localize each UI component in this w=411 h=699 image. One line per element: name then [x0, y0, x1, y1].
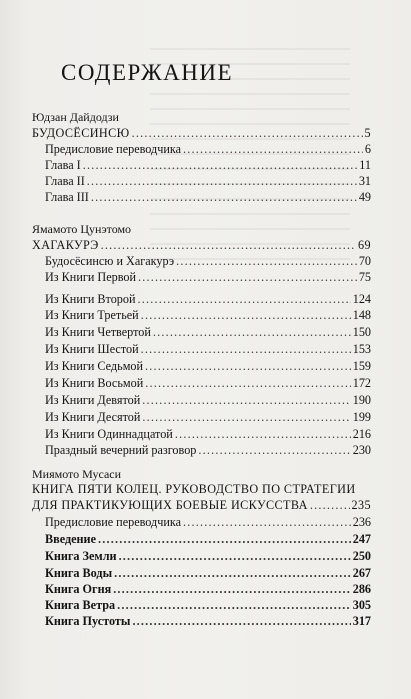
toc-entry[interactable] [45, 614, 371, 630]
toc-entry[interactable] [45, 532, 371, 548]
toc-entry-label: Из Книги Восьмой [45, 376, 144, 390]
leader-dots [142, 410, 350, 425]
leader-dots [117, 598, 351, 613]
leader-dots [142, 393, 350, 408]
toc-entry[interactable] [45, 598, 371, 614]
toc-entry[interactable] [45, 376, 371, 392]
leader-dots [132, 614, 350, 629]
toc-entry[interactable] [45, 308, 371, 324]
toc-entry[interactable] [45, 254, 371, 270]
toc-entry-hagakure[interactable] [32, 238, 371, 254]
toc-entry-label: Книга Пустоты [45, 614, 131, 628]
toc-entry[interactable] [45, 566, 371, 582]
toc-entry[interactable] [45, 142, 371, 158]
toc-entry[interactable] [45, 549, 371, 565]
toc-entry-page: 230 [352, 443, 371, 457]
toc-entry-label: Книга Огня [45, 582, 112, 596]
toc-entry-page: 247 [352, 532, 371, 546]
toc-entry-page: 216 [352, 427, 371, 441]
toc-entry-page: 190 [352, 393, 371, 407]
leader-dots [141, 308, 351, 323]
leader-dots [114, 566, 351, 581]
leader-dots [198, 443, 350, 458]
toc-entry-page: 305 [352, 598, 371, 612]
toc-entry[interactable] [45, 359, 371, 375]
toc-entry-label: Из Книги Седьмой [45, 359, 144, 373]
leader-dots [101, 238, 356, 253]
toc-entry-page: 236 [352, 515, 371, 529]
author-daidoji: Юдзан Дайдодзи [32, 110, 119, 124]
toc-entry[interactable] [45, 325, 371, 341]
toc-entry-page: 267 [352, 566, 371, 580]
leader-dots [138, 270, 357, 285]
toc-entry-label: Глава I [45, 158, 81, 172]
contents-title: СОДЕРЖАНИЕ [61, 60, 234, 85]
toc-entry-budoshoshinshu[interactable] [32, 126, 371, 142]
toc-entry-label: ХАГАКУРЭ [32, 238, 99, 252]
leader-dots [83, 158, 358, 173]
toc-entry-label: Из Книги Второй [45, 292, 136, 306]
toc-entry-page: 159 [352, 359, 371, 373]
toc-entry-label: Из Книги Первой [45, 270, 136, 284]
toc-entry[interactable] [45, 427, 371, 443]
toc-entry[interactable] [45, 158, 371, 174]
toc-entry[interactable] [45, 270, 371, 286]
toc-entry-page: 150 [352, 325, 371, 339]
leader-dots [145, 376, 350, 391]
toc-entry-label: Книга Ветра [45, 598, 116, 612]
toc-entry-gorin-no-sho-line1[interactable]: КНИГА ПЯТИ КОЛЕЦ. РУКОВОДСТВО ПО СТРАТЕГИИ [32, 482, 356, 496]
toc-entry-page: 49 [358, 190, 371, 204]
toc-entry[interactable] [45, 393, 371, 409]
leader-dots [87, 174, 357, 189]
toc-entry[interactable] [45, 410, 371, 426]
toc-entry[interactable] [45, 515, 371, 531]
leader-dots [119, 549, 351, 564]
toc-entry-page: 172 [352, 376, 371, 390]
leader-dots [183, 142, 363, 157]
leader-dots [141, 342, 351, 357]
toc-entry-page: 5 [364, 126, 371, 140]
leader-dots [183, 515, 351, 530]
toc-entry[interactable] [45, 582, 371, 598]
toc-entry-label: Книга Воды [45, 566, 113, 580]
toc-entry-label: Из Книги Шестой [45, 342, 139, 356]
toc-entry-label: Из Книги Третьей [45, 308, 139, 322]
toc-entry-page: 153 [352, 342, 371, 356]
toc-entry-label: Из Книги Девятой [45, 393, 141, 407]
toc-entry[interactable] [45, 342, 371, 358]
leader-dots [145, 359, 351, 374]
toc-entry-page: 69 [358, 238, 371, 252]
toc-entry-page: 124 [352, 292, 371, 306]
toc-entry[interactable] [45, 190, 371, 206]
leader-dots [153, 325, 351, 340]
leader-dots [175, 427, 351, 442]
toc-entry-page: 31 [358, 174, 371, 188]
toc-entry-label: Глава III [45, 190, 89, 204]
toc-entry-page: 250 [352, 549, 371, 563]
toc-entry-label: ДЛЯ ПРАКТИКУЮЩИХ БОЕВЫЕ ИСКУССТВА [32, 498, 308, 512]
toc-entry[interactable] [45, 174, 371, 190]
leader-dots [113, 582, 351, 597]
toc-entry-label: Предисловие переводчика [45, 142, 182, 156]
leader-dots [310, 498, 350, 513]
toc-entry-gorin-no-sho[interactable] [32, 498, 371, 514]
leader-dots [138, 292, 351, 307]
toc-entry-label: Из Книги Десятой [45, 410, 141, 424]
toc-entry-label: БУДОСЁСИНСЮ [32, 126, 130, 140]
toc-entry-label: Из Книги Четвертой [45, 325, 151, 339]
toc-entry-label: Предисловие переводчика [45, 515, 182, 529]
toc-entry[interactable] [45, 292, 371, 308]
toc-entry-page: 75 [358, 270, 371, 284]
author-musashi: Миямото Мусаси [32, 467, 122, 481]
toc-entry-page: 235 [351, 498, 371, 512]
toc-entry-label: Из Книги Одиннадцатой [45, 427, 173, 441]
toc-entry-page: 70 [358, 254, 371, 268]
toc-entry-label: Глава II [45, 174, 85, 188]
toc-entry-page: 286 [352, 582, 371, 596]
leader-dots [98, 532, 351, 547]
toc-entry[interactable] [45, 443, 371, 459]
leader-dots [132, 126, 363, 141]
toc-entry-label: Будосёсинсю и Хагакурэ [45, 254, 175, 268]
toc-entry-label: Праздный вечерний разговор [45, 443, 197, 457]
leader-dots [176, 254, 357, 269]
toc-entry-label: Книга Земли [45, 549, 117, 563]
leader-dots [91, 190, 357, 205]
toc-entry-page: 199 [352, 410, 371, 424]
toc-entry-page: 148 [352, 308, 371, 322]
toc-entry-page: 317 [352, 614, 371, 628]
toc-entry-page: 6 [364, 142, 371, 156]
author-tsunetomo: Ямамото Цунэтомо [32, 222, 132, 236]
toc-entry-label: Введение [45, 532, 96, 546]
toc-entry-page: 11 [359, 158, 371, 172]
